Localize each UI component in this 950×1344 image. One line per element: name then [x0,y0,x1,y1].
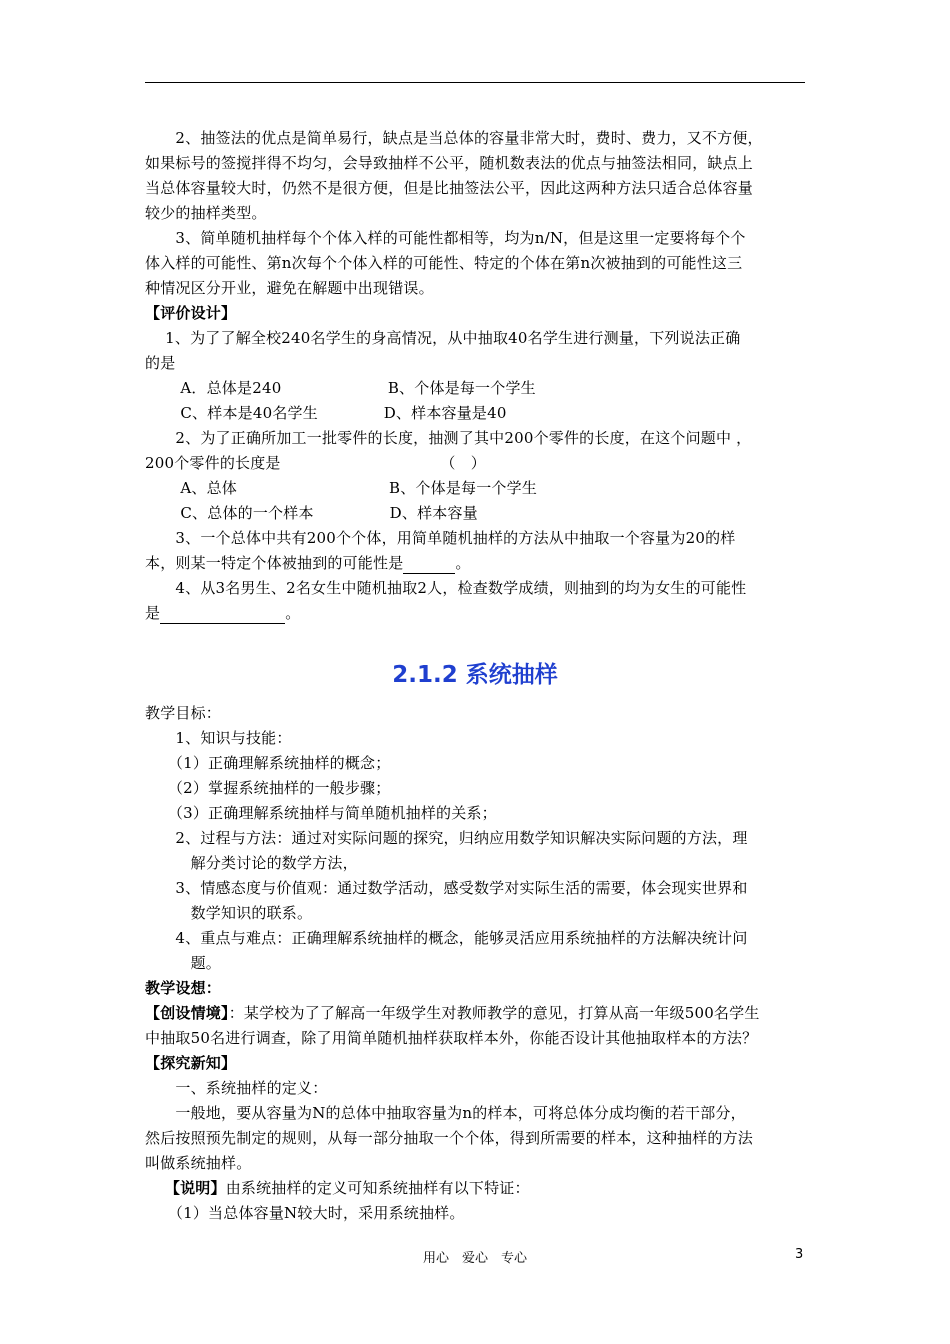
goal-line-1: 1、知识与技能： [145,729,292,747]
question-1-options-1: A．总体是240 B、个体是每一个学生 [145,379,536,397]
note-text: 由系统抽样的定义可知系统抽样有以下特证： [225,1179,530,1197]
definition-line-2: 然后按照预先制定的规则，从每一部分抽取一个个体，得到所需要的样本，这种抽样的方法 [145,1129,754,1147]
goal-line-9: 4、重点与难点：正确理解系统抽样的概念，能够灵活应用系统抽样的方法解决统计问 [145,929,748,947]
question-2-options-1: A、总体 B、个体是每一个学生 [145,479,538,497]
paragraph-3-line-2: 体入样的可能性、第n次每个个体入样的可能性、特定的个体在第n次被抽到的可能性这三 [145,254,743,272]
paragraph-2-line-3: 当总体容量较大时，仍然不是很方便，但是比抽签法公平，因此这两种方法只适合总体容量 [145,179,754,197]
question-1-line-1: 1、为了了解全校240名学生的身高情况，从中抽取40名学生进行测量，下列说法正确 [145,329,741,347]
header-rule [145,82,805,83]
question-2-line-2: 200个零件的长度是 （ ） [145,454,486,472]
definition-line-1: 一般地，要从容量为N的总体中抽取容量为n的样本，可将总体分成均衡的若干部分， [145,1104,746,1122]
definition-line-3: 叫做系统抽样。 [145,1154,252,1172]
question-3-end: 。 [455,554,471,572]
scenario-line-2: 中抽取50名进行调查，除了用简单随机抽样获取样本外，你能否设计其他抽取样本的方法？ [145,1029,758,1047]
scenario-label: 【创设情境】 [145,1004,229,1022]
feature-1: （1）当总体容量N较大时，采用系统抽样。 [145,1204,465,1222]
scenario-line-1 [145,1003,809,1023]
answer-blank-4[interactable] [160,603,285,624]
goals-heading: 教学目标： [145,704,222,722]
question-1-options-2: C、样本是40名学生 D、样本容量是40 [145,404,507,422]
question-3-line-1: 3、一个总体中共有200个个体，用简单随机抽样的方法从中抽取一个容量为20的样 [145,529,736,547]
goal-line-5: 2、过程与方法：通过对实际问题的探究，归纳应用数学知识解决实际问题的方法，理 [145,829,748,847]
note-line [145,1178,809,1198]
design-heading: 教学设想： [145,979,222,997]
question-3-text: 本，则某一特定个体被抽到的可能性是 [145,554,404,572]
paragraph-2-line-4: 较少的抽样类型。 [145,204,267,222]
question-1-line-2: 的是 [145,354,176,372]
question-4-line-2 [145,603,809,624]
note-label: 【说明】 [164,1179,226,1197]
goal-line-7: 3、情感态度与价值观：通过数学活动，感受数学对实际生活的需要，体会现实世界和 [145,879,748,897]
question-4-text: 是 [145,604,161,622]
goal-line-2: （1）正确理解系统抽样的概念； [145,754,391,772]
eval-heading: 【评价设计】 [145,304,237,322]
paragraph-2-line-1: 2、抽签法的优点是简单易行，缺点是当总体的容量非常大时，费时、费力，又不方便， [145,129,763,147]
scenario-text: ：某学校为了了解高一年级学生对教师教学的意见，打算从高一年级500名学生 [228,1004,760,1022]
question-4-line-1: 4、从3名男生、2名女生中随机抽取2人，检查数学成绩，则抽到的均为女生的可能性 [145,579,747,597]
question-2-line-1: 2、为了正确所加工一批零件的长度，抽测了其中200个零件的长度，在这个问题中 ， [145,429,752,447]
page-number: 3 [795,1247,804,1262]
section-title: 2.1.2 系统抽样 [392,662,558,688]
question-4-end: 。 [285,604,301,622]
page-footer: 用心 爱心 专心 [422,1251,527,1266]
goal-line-6: 解分类讨论的数学方法， [145,854,358,872]
paragraph-3-line-1: 3、简单随机抽样每个个体入样的可能性都相等，均为n/N，但是这里一定要将每个个 [145,229,746,247]
answer-blank-3[interactable] [403,553,455,574]
goal-line-8: 数学知识的联系。 [145,904,313,922]
definition-heading: 一、系统抽样的定义： [145,1079,328,1097]
question-3-line-2 [145,553,809,574]
goal-line-3: （2）掌握系统抽样的一般步骤； [145,779,391,797]
goal-line-4: （3）正确理解系统抽样与简单随机抽样的关系； [145,804,497,822]
goal-line-10: 题。 [145,954,222,972]
paragraph-3-line-3: 种情况区分开业，避免在解题中出现错误。 [145,279,434,297]
paragraph-2-line-2: 如果标号的签搅拌得不均匀，会导致抽样不公平，随机数表法的优点与抽签法相同，缺点上 [145,154,754,172]
question-2-options-2: C、总体的一个样本 D、样本容量 [145,504,478,522]
explore-heading: 【探究新知】 [145,1054,237,1072]
